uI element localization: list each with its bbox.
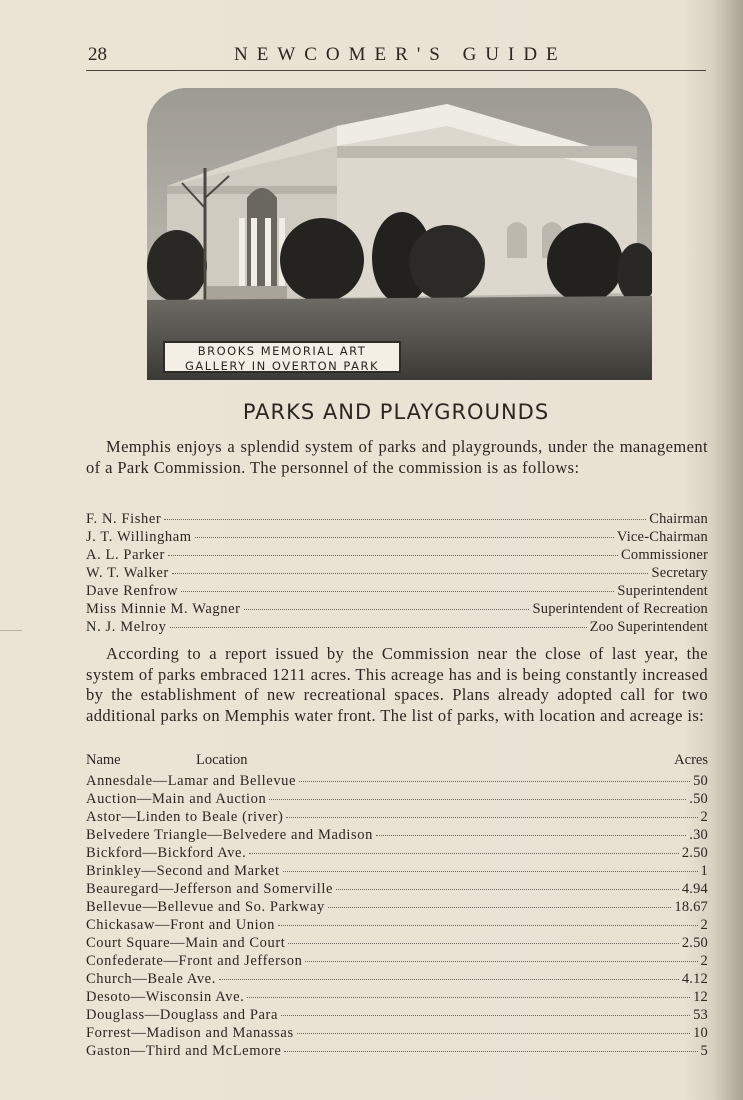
leader-dots [195, 537, 614, 538]
leader-dots [269, 799, 686, 800]
park-acres: 50 [693, 773, 708, 789]
personnel-row [86, 547, 708, 565]
leader-dots [168, 555, 618, 556]
park-row [86, 881, 708, 899]
leader-dots [164, 519, 646, 520]
park-row [86, 863, 708, 881]
leader-dots [172, 573, 649, 574]
page-number: 28 [88, 44, 107, 65]
park-acres: 2.50 [681, 845, 708, 861]
park-row [86, 1025, 708, 1043]
report-paragraph: According to a report issued by the Commission near the close of last year, the system of parks embraced 1211 acres. This acreage has and is being constantly increased by the establishment of new recreational spaces. Plans already adopted call for two additional parks on Memphis water front. The list of parks, with location and acreage is: [86, 644, 708, 725]
park-entry: Court Square—Main and Court [86, 935, 286, 951]
leader-dots [247, 997, 690, 998]
park-entry: Annesdale—Lamar and Bellevue [86, 773, 297, 789]
leader-dots [328, 907, 672, 908]
park-acres: 2 [700, 917, 708, 933]
leader-dots [305, 961, 697, 962]
person-name: F. N. Fisher [86, 511, 162, 527]
leader-dots [249, 853, 678, 854]
leader-dots [336, 889, 679, 890]
photo-caption [163, 341, 401, 373]
person-name: J. T. Willingham [86, 529, 192, 545]
leader-dots [219, 979, 679, 980]
park-row [86, 791, 708, 809]
park-entry: Forrest—Madison and Manassas [86, 1025, 294, 1041]
park-acres: 5 [700, 1043, 708, 1059]
park-entry: Desoto—Wisconsin Ave. [86, 989, 245, 1005]
park-acres: 53 [693, 1007, 708, 1023]
personnel-row [86, 619, 708, 637]
leader-dots [284, 1051, 697, 1052]
person-name: Dave Renfrow [86, 583, 179, 599]
personnel-list [86, 511, 708, 637]
park-entry: Belvedere Triangle—Belvedere and Madison [86, 827, 373, 843]
person-title: Zoo Superintendent [589, 619, 708, 635]
leader-dots [376, 835, 686, 836]
park-entry: Douglass—Douglass and Para [86, 1007, 278, 1023]
leader-dots [278, 925, 698, 926]
park-row [86, 845, 708, 863]
leader-dots [299, 781, 690, 782]
park-row [86, 971, 708, 989]
park-row [86, 773, 708, 791]
leader-dots [297, 1033, 690, 1034]
park-entry: Bickford—Bickford Ave. [86, 845, 247, 861]
intro-paragraph: Memphis enjoys a splendid system of parks and playgrounds, under the management of a Park Commission. The personnel of the commission is as follows: [86, 437, 708, 477]
column-location: Location [196, 752, 248, 768]
personnel-row [86, 511, 708, 529]
person-title: Vice-Chairman [616, 529, 708, 545]
leader-dots [244, 609, 530, 610]
personnel-row [86, 601, 708, 619]
park-row [86, 917, 708, 935]
page-header [86, 40, 706, 71]
leader-dots [288, 943, 678, 944]
person-name: Miss Minnie M. Wagner [86, 601, 241, 617]
leader-dots [286, 817, 697, 818]
person-title: Superintendent [617, 583, 708, 599]
leader-dots [181, 591, 614, 592]
park-row [86, 899, 708, 917]
park-entry: Gaston—Third and McLemore [86, 1043, 282, 1059]
park-acres: 1 [700, 863, 708, 879]
park-entry: Bellevue—Bellevue and So. Parkway [86, 899, 325, 915]
caption-line: BROOKS MEMORIAL ART [197, 344, 367, 358]
park-entry: Church—Beale Ave. [86, 971, 216, 987]
park-entry: Astor—Linden to Beale (river) [86, 809, 284, 825]
personnel-row [86, 529, 708, 547]
park-acres: .30 [689, 827, 708, 843]
caption-line: GALLERY IN OVERTON PARK [184, 359, 379, 373]
park-acres: 4.94 [681, 881, 708, 897]
park-row [86, 827, 708, 845]
leader-dots [283, 871, 698, 872]
person-name: A. L. Parker [86, 547, 165, 563]
gallery-photo [147, 88, 652, 380]
personnel-row [86, 565, 708, 583]
park-acres: 10 [693, 1025, 708, 1041]
park-acres: 2.50 [681, 935, 708, 951]
column-name: Name [86, 752, 121, 768]
personnel-row [86, 583, 708, 601]
park-row [86, 809, 708, 827]
park-row [86, 1043, 708, 1061]
leader-dots [170, 627, 587, 628]
person-title: Secretary [651, 565, 708, 581]
person-title: Chairman [649, 511, 708, 527]
column-acres: Acres [674, 752, 708, 768]
park-acres: 18.67 [674, 899, 708, 915]
person-title: Commissioner [621, 547, 708, 563]
park-row [86, 989, 708, 1007]
parks-table-header [86, 752, 708, 770]
park-entry: Confederate—Front and Jefferson [86, 953, 303, 969]
park-row [86, 935, 708, 953]
leader-dots [281, 1015, 690, 1016]
park-acres: 4.12 [681, 971, 708, 987]
park-entry: Chickasaw—Front and Union [86, 917, 275, 933]
park-acres: 12 [693, 989, 708, 1005]
person-title: Superintendent of Recreation [532, 601, 708, 617]
park-acres: 2 [700, 809, 708, 825]
park-acres: 2 [700, 953, 708, 969]
park-entry: Beauregard—Jefferson and Somerville [86, 881, 334, 897]
park-acres: .50 [689, 791, 708, 807]
person-name: W. T. Walker [86, 565, 169, 581]
park-row [86, 1007, 708, 1025]
person-name: N. J. Melroy [86, 619, 167, 635]
parks-list [86, 773, 708, 1061]
margin-mark [0, 630, 22, 631]
section-title: PARKS AND PLAYGROUNDS [242, 400, 550, 424]
park-entry: Brinkley—Second and Market [86, 863, 280, 879]
park-entry: Auction—Main and Auction [86, 791, 267, 807]
park-row [86, 953, 708, 971]
running-title: NEWCOMER'S GUIDE [234, 44, 567, 65]
